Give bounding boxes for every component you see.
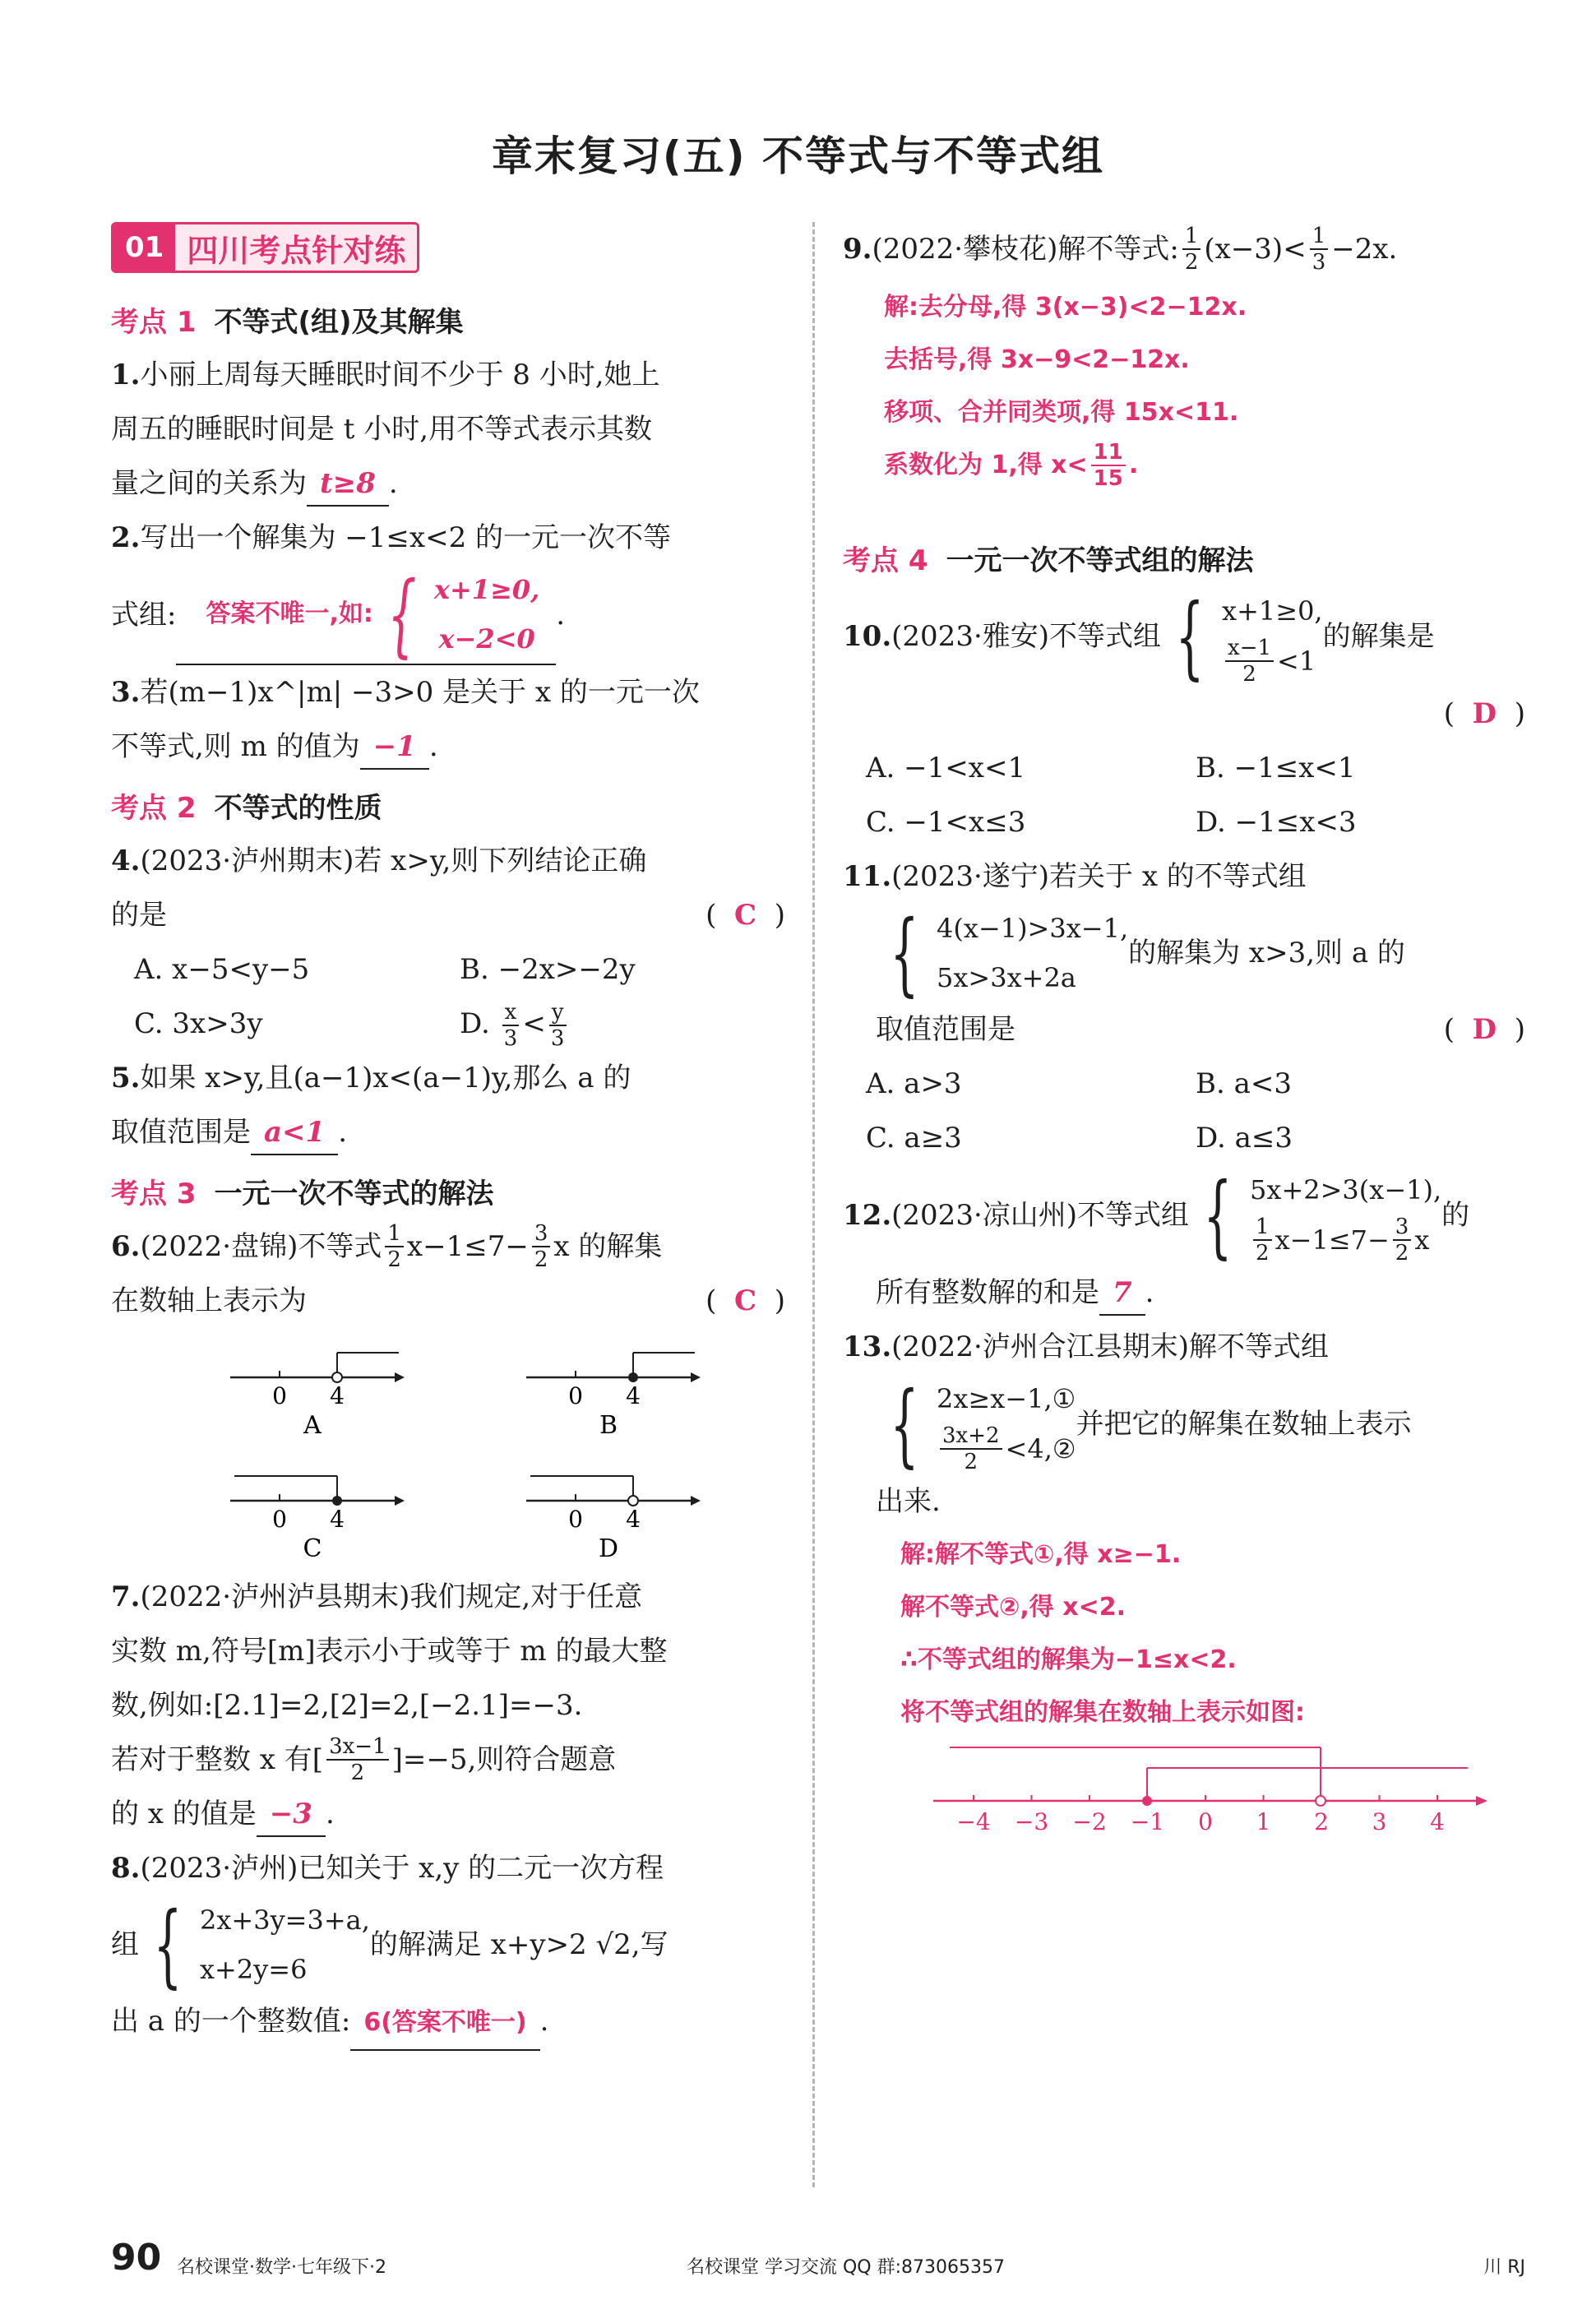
choice-answer: C [734,1284,757,1317]
right-column [843,222,1525,1858]
answer-paren: ( C ) [705,899,785,932]
option-b: B. a<3 [1196,1067,1292,1100]
option-a: A. −1<x<1 [866,752,1026,784]
period: . [325,1798,335,1830]
kaodian-name: 不等式的性质 [214,792,382,825]
question-text: (2023·泸州期末)若 x>y,则下列结论正确 [140,845,647,877]
options [843,1057,1525,1165]
kaodian-label: 考点 2 [111,792,197,825]
system-row: x+2y=6 [200,1954,308,1985]
page-title: 章末复习(五) 不等式与不等式组 [491,132,1105,180]
numerator: 11 [1091,440,1126,466]
kaodian-3 [111,1171,785,1211]
kaodian-1 [111,299,785,340]
system-text: x−1≤7− [1274,1224,1390,1256]
solution-line [884,439,1525,492]
question-text: 不等式,则 m 的值为 [111,730,360,763]
system-text: <1 [1277,646,1316,677]
denominator: 2 [534,1247,548,1272]
numerator: x−1 [1225,636,1274,662]
qq-group: 名校课堂 学习交流 QQ 群:873065357 [687,2257,1005,2278]
question-text: (2022·盘锦)不等式 [140,1230,382,1263]
option-c: C. −1<x≤3 [866,806,1026,839]
period: . [556,599,566,632]
brace-icon: { [890,1372,919,1477]
question-text: x−1≤7− [406,1230,529,1263]
denominator: 3 [503,1026,518,1051]
period: . [388,467,398,500]
kaodian-name: 不等式(组)及其解集 [214,306,464,339]
answer-blank: a<1 [251,1111,338,1155]
question-text: 出 a 的一个整数值: [111,2005,351,2038]
question-11 [843,849,1525,1057]
question-text: (2022·攀枝花)解不等式: [872,233,1179,266]
system-row: 5x+2>3(x−1), [1250,1174,1442,1205]
tick-0: 0 [272,1506,287,1533]
question-number: 13. [843,1330,892,1363]
question-text: 所有整数解的和是 [876,1276,1099,1309]
tick-0: 0 [568,1506,583,1533]
edition: 川 RJ [1483,2257,1525,2278]
denominator: 2 [1395,1241,1409,1266]
brace-icon: { [1175,584,1205,689]
fraction [1393,1215,1412,1266]
tick-label: 2 [1314,1808,1329,1835]
system-text: <4,② [1005,1433,1076,1465]
question-text: (2023·遂宁)若关于 x 的不等式组 [891,860,1307,893]
solution-line: 去括号,得 3x−9<2−12x. [884,345,1190,374]
period: . [1145,1276,1154,1309]
tick-label: −2 [1072,1808,1107,1835]
fraction [940,1423,1002,1474]
option-a: A. x−5<y−5 [134,953,310,986]
fraction [1310,224,1329,275]
option-c: C. 3x>3y [134,1007,263,1040]
question-number: 11. [843,860,892,893]
answer-paren: ( D ) [1443,1013,1525,1046]
footer [111,2237,1525,2286]
question-text: 若(m−1)x^|m| −3>0 是关于 x 的一元一次 [140,676,700,709]
inequality-system [1161,586,1323,687]
period: . [539,2005,549,2038]
answer-blank: −1 [360,725,429,770]
fraction [1225,636,1274,687]
open-point [1316,1796,1325,1806]
question-3 [111,665,785,774]
number-line-options [111,1328,785,1566]
question-number: 10. [843,620,892,653]
option-label: A [303,1411,322,1440]
solution-line: ∴不等式组的解集为−1≤x<2. [900,1645,1237,1674]
solution-line: 将不等式组的解集在数轴上表示如图: [900,1698,1305,1727]
question-number: 5. [111,1062,141,1094]
section-number: 01 [113,224,175,271]
question-text: 的解集为 x>3,则 a 的 [1128,937,1405,969]
option-b: B. −2x>−2y [460,953,636,986]
fraction [1182,224,1201,275]
brace-icon: { [153,1892,183,1997]
fraction [1091,440,1126,491]
option-a: A. a>3 [866,1067,962,1100]
system-row: x−2<0 [438,623,535,655]
system-row: 2x+3y=3+a, [200,1904,370,1936]
tick-label: 4 [1430,1808,1445,1835]
option-label: D. [460,1007,490,1040]
option-label: D [598,1534,619,1563]
question-text: 在数轴上表示为 [111,1284,307,1317]
question-5 [111,1051,785,1159]
question-text: 的解满足 x+y>2 √2,写 [369,1928,668,1961]
question-text: 取值范围是 [111,1116,251,1149]
period: . [338,1116,347,1149]
numerator: x [502,1000,520,1026]
denominator: 15 [1093,466,1123,491]
question-text: 式组: [111,599,177,632]
number-line-b [526,1353,701,1440]
denominator: 2 [387,1247,401,1272]
kaodian-2 [111,785,785,826]
fraction [385,1221,404,1272]
answer-blank: 6(答案不唯一) [350,1997,539,2051]
kaodian-name: 一元一次不等式组的解法 [946,544,1254,577]
tick-0: 0 [272,1382,287,1409]
tick-label: −3 [1014,1808,1049,1835]
question-2 [111,511,785,665]
solution-13 [843,1529,1525,1739]
denominator: 2 [1184,250,1199,275]
section-label: 四川考点针对练 [175,224,417,271]
question-text: 取值范围是 [876,1013,1015,1046]
question-8 [111,1841,785,2051]
question-text: 实数 m,符号[m]表示小于或等于 m 的最大整 [111,1635,668,1668]
choice-answer: C [734,899,757,932]
numerator: y [549,1000,567,1026]
answer-blank [176,562,556,667]
solution-line: 解:去分母,得 3(x−3)<2−12x. [884,293,1247,322]
equation-system [139,1892,370,1997]
tick-0: 0 [568,1382,583,1409]
answer-blank: t≥8 [307,462,389,507]
kaodian-label: 考点 3 [111,1178,197,1210]
brace-icon: { [890,900,919,1006]
choice-answer: D [1472,1013,1497,1046]
solution-9 [843,281,1525,492]
tick-label: −1 [1130,1808,1165,1835]
question-text: (2023·凉山州)不等式组 [891,1199,1190,1232]
brace-icon: { [1203,1163,1233,1268]
denominator: 3 [1311,250,1326,275]
page-number: 90 [111,2237,162,2279]
period: . [1128,451,1139,479]
answer-system [373,562,540,667]
question-text: 的 [1441,1199,1470,1232]
question-text: 的解集是 [1322,620,1435,653]
option-label: C [303,1534,322,1563]
option-c: C. a≥3 [866,1122,962,1155]
solution-line: 解:解不等式①,得 x≥−1. [900,1540,1182,1569]
answer-note: 答案不唯一,如: [206,599,373,628]
question-text: 周五的睡眠时间是 t 小时,用不等式表示其数 [111,413,653,446]
question-text: −2x. [1331,233,1398,266]
closed-point [1142,1796,1152,1806]
left-column [111,222,785,2051]
tick-label: 1 [1256,1808,1271,1835]
kaodian-name: 一元一次不等式的解法 [214,1178,494,1210]
brace-icon: { [387,562,417,667]
denominator: 2 [1256,1241,1270,1266]
kaodian-label: 考点 1 [111,306,197,339]
solution-text: 系数化为 1,得 x< [884,451,1088,479]
question-text: 的 x 的值是 [111,1798,257,1830]
numerator: 3 [1393,1215,1412,1241]
numerator: 3x+2 [940,1423,1002,1450]
question-number: 7. [111,1580,141,1613]
question-text: 数,例如:[2.1]=2,[2]=2,[−2.1]=−3. [111,1689,583,1722]
options [843,741,1525,849]
system-row: x+1≥0, [1222,595,1323,627]
question-text: 量之间的关系为 [111,467,307,500]
question-number: 9. [843,233,872,266]
numerator: 3 [532,1221,551,1247]
tick-4: 4 [626,1506,641,1533]
system-text: x [1414,1224,1430,1256]
fraction [502,1000,520,1051]
denominator: 2 [350,1761,365,1785]
question-text: 若对于整数 x 有[ [111,1743,324,1776]
numerator: 1 [385,1221,404,1247]
question-text: (2023·泸州)已知关于 x,y 的二元一次方程 [140,1852,664,1885]
answer-paren: ( D ) [1443,697,1525,730]
fraction [1253,1215,1272,1266]
period: . [428,730,438,763]
option-label: B [599,1411,618,1440]
system-row [1250,1215,1441,1266]
tick-4: 4 [330,1382,345,1409]
options [111,942,785,1051]
answer-blank: 7 [1099,1271,1145,1316]
numerator: 3x−1 [326,1734,389,1761]
question-text: 组 [111,1928,139,1961]
question-text: 如果 x>y,且(a−1)x<(a−1)y,那么 a 的 [140,1062,631,1094]
solution-line: 移项、合并同类项,得 15x<11. [884,398,1239,427]
system-row: x+1≥0, [433,574,540,605]
question-text: 写出一个解集为 −1≤x<2 的一元一次不等 [140,521,672,554]
question-text: x 的解集 [553,1230,663,1263]
question-text: (2023·雅安)不等式组 [891,620,1162,653]
solution-line: 解不等式②,得 x<2. [900,1593,1126,1622]
number-line-d [526,1476,701,1563]
question-text: (2022·泸州泸县期末)我们规定,对于任意 [140,1580,643,1613]
system-row: 4(x−1)>3x−1, [937,913,1129,944]
number-line-a [230,1353,405,1440]
option-b: B. −1≤x<1 [1196,752,1356,784]
tick-4: 4 [626,1382,641,1409]
question-number: 8. [111,1852,141,1885]
question-text: (x−3)< [1204,233,1307,266]
tick-label: 0 [1198,1808,1213,1835]
system-row [937,1423,1076,1474]
denominator: 3 [550,1026,565,1051]
question-number: 6. [111,1230,141,1263]
answer-blank: −3 [257,1793,326,1837]
kaodian-4 [843,538,1525,578]
question-9 [843,222,1525,276]
question-text: 出来. [876,1485,941,1518]
system-row: 5x>3x+2a [937,962,1076,993]
fraction [532,1221,551,1272]
question-text: (2022·泸州合江县期末)解不等式组 [891,1330,1330,1363]
denominator: 2 [964,1450,978,1474]
question-text: ]=−5,则符合题意 [391,1743,617,1776]
question-1 [111,348,785,511]
tick-label: 3 [1372,1808,1387,1835]
question-number: 4. [111,845,141,877]
question-text: 小丽上周每天睡眠时间不少于 8 小时,她上 [140,359,660,391]
question-7 [111,1570,785,1841]
system-row: 2x≥x−1,① [937,1383,1076,1414]
question-number: 1. [111,359,141,391]
numerator: 1 [1253,1215,1272,1241]
question-10 [843,586,1525,741]
question-number: 3. [111,676,141,709]
question-13 [843,1320,1525,1529]
option-d: D. $\frac{x}{3}$ < $\frac{y}{3}$ [460,997,785,1051]
numerator: 1 [1310,224,1329,250]
inequality-system [876,900,1129,1006]
question-4 [111,834,785,942]
inequality-system [1189,1165,1441,1266]
system-row [1222,636,1323,687]
section-tag [111,222,419,273]
tick-4: 4 [330,1506,345,1533]
kaodian-label: 考点 4 [843,544,928,577]
question-text: 并把它的解集在数轴上表示 [1076,1408,1412,1441]
question-6 [111,1219,785,1328]
question-12 [843,1165,1525,1320]
option-d: D. −1≤x<3 [1196,806,1357,839]
fraction [549,1000,567,1051]
solution-number-line [843,1739,1525,1854]
tick-label: −4 [956,1808,991,1835]
question-number: 2. [111,521,141,554]
book-title: 名校课堂·数学·七年级下·2 [177,2257,386,2278]
inequality-system [876,1372,1076,1477]
question-number: 12. [843,1199,892,1232]
answer-paren: ( C ) [705,1284,785,1317]
option-d: D. a≤3 [1196,1122,1293,1155]
number-line-c [230,1476,405,1563]
denominator: 2 [1242,662,1256,687]
fraction [326,1734,389,1785]
column-divider [812,222,815,2187]
choice-answer: D [1472,697,1497,730]
numerator: 1 [1182,224,1201,250]
question-text: 的是 [111,899,167,932]
